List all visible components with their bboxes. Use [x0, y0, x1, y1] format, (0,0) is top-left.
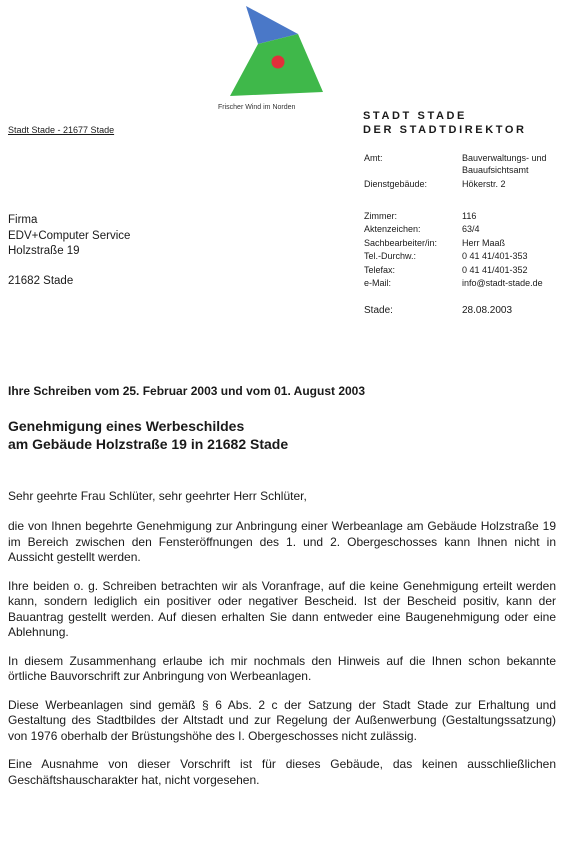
- recipient-address: [8, 213, 130, 289]
- info-label: Tel.-Durchw.:: [364, 251, 417, 261]
- info-row-zimmer: [364, 211, 570, 223]
- contact-info-block: [364, 153, 570, 316]
- info-row-amt: [364, 153, 570, 176]
- recipient-line: EDV+Computer Service: [8, 229, 131, 242]
- recipient-line: Firma: [8, 214, 38, 226]
- info-value: Bauverwaltungs- und Bauaufsichtsamt: [462, 153, 547, 175]
- subject-line: am Gebäude Holzstraße 19 in 21682 Stade: [8, 436, 289, 452]
- info-label: Stade:: [364, 304, 393, 316]
- recipient-line: Holzstraße 19: [8, 245, 80, 257]
- reference-line: Ihre Schreiben vom 25. Februar 2003 und vom 01. August 2003: [8, 384, 366, 398]
- logo-red-dot: [272, 56, 285, 69]
- info-value: 63/4: [462, 224, 480, 234]
- info-row-dienstgebaeude: [364, 179, 570, 191]
- info-row-email: [364, 278, 570, 290]
- info-value: Herr Maaß: [462, 237, 506, 248]
- info-label: Telefax:: [364, 264, 396, 275]
- body-paragraph: Ihre beiden o. g. Schreiben betrachten wir als Voranfrage, auf die keine Genehmigung erteilt werden kann, sondern lediglich ein positiver oder negativer Bescheid. Ist der Bescheid positiv, kann der Bauantrag gestellt werden. Auf diesen erhalten Sie dann entweder eine Baugenehmigung oder eine Ablehnung.: [8, 578, 556, 639]
- letterhead-city: STADT STADE: [363, 110, 467, 122]
- letterhead-office: DER STADTDIREKTOR: [363, 124, 527, 136]
- info-row-sachbearbeiter: [364, 238, 570, 250]
- info-value[interactable]: info@stadt-stade.de: [462, 278, 543, 288]
- body-paragraph: die von Ihnen begehrte Genehmigung zur Anbringung einer Werbeanlage am Gebäude Holzstraße 19 im Bereich zwischen den Fensteröffnungen des 1. und 2. Obergeschosses kann Ihnen nicht in Aussicht gestellt werden.: [8, 519, 556, 564]
- body-paragraph: Eine Ausnahme von dieser Vorschrift ist für dieses Gebäude, das keinen ausschließlichen Geschäftshauscharakter hat, nicht vorgesehen.: [8, 757, 556, 787]
- info-value: 116: [462, 210, 477, 221]
- info-row-telefax: [364, 265, 570, 277]
- info-label: Sachbearbeiter/in:: [364, 237, 438, 248]
- logo-slogan: Frischer Wind im Norden: [218, 104, 296, 111]
- salutation: Sehr geehrte Frau Schlüter, sehr geehrter Herr Schlüter,: [8, 489, 307, 503]
- subject: [8, 417, 288, 453]
- info-label: e-Mail:: [364, 278, 392, 288]
- subject-line: Genehmigung eines Werbeschildes: [8, 418, 245, 434]
- body-paragraph: Diese Werbeanlagen sind gemäß § 6 Abs. 2 c der Satzung der Stadt Stade zur Erhaltung und Gestaltung des Stadtbildes der Altstadt und zur Regelung der Außenwerbung (Gestaltungssatzung) von 1976 oberhalb der Brüstungshöhe des I. Obergeschosses nicht zulässig.: [8, 697, 556, 743]
- info-value: 0 41 41/401-352: [462, 264, 528, 275]
- info-row-date: [364, 305, 570, 317]
- info-label: Amt:: [364, 153, 383, 163]
- letter-date: 28.08.2003: [462, 304, 513, 316]
- info-value: Hökerstr. 2: [462, 179, 506, 189]
- sail-logo-icon: [228, 4, 328, 104]
- recipient-line: 21682 Stade: [8, 274, 74, 287]
- letter-body: [8, 519, 556, 801]
- info-label: Zimmer:: [364, 210, 397, 221]
- info-label: Aktenzeichen:: [364, 224, 421, 234]
- sender-address-line: Stadt Stade - 21677 Stade: [8, 125, 115, 135]
- body-paragraph: In diesem Zusammenhang erlaube ich mir nochmals den Hinweis auf die Ihnen schon bekannte örtliche Bauvorschrift zur Anbringung von Werbeanlagen.: [8, 653, 556, 683]
- info-row-telefon: [364, 251, 570, 263]
- stade-logo: [228, 4, 328, 104]
- info-label: Dienstgebäude:: [364, 179, 428, 189]
- info-row-aktenzeichen: [364, 224, 570, 236]
- info-value: 0 41 41/401-353: [462, 251, 528, 261]
